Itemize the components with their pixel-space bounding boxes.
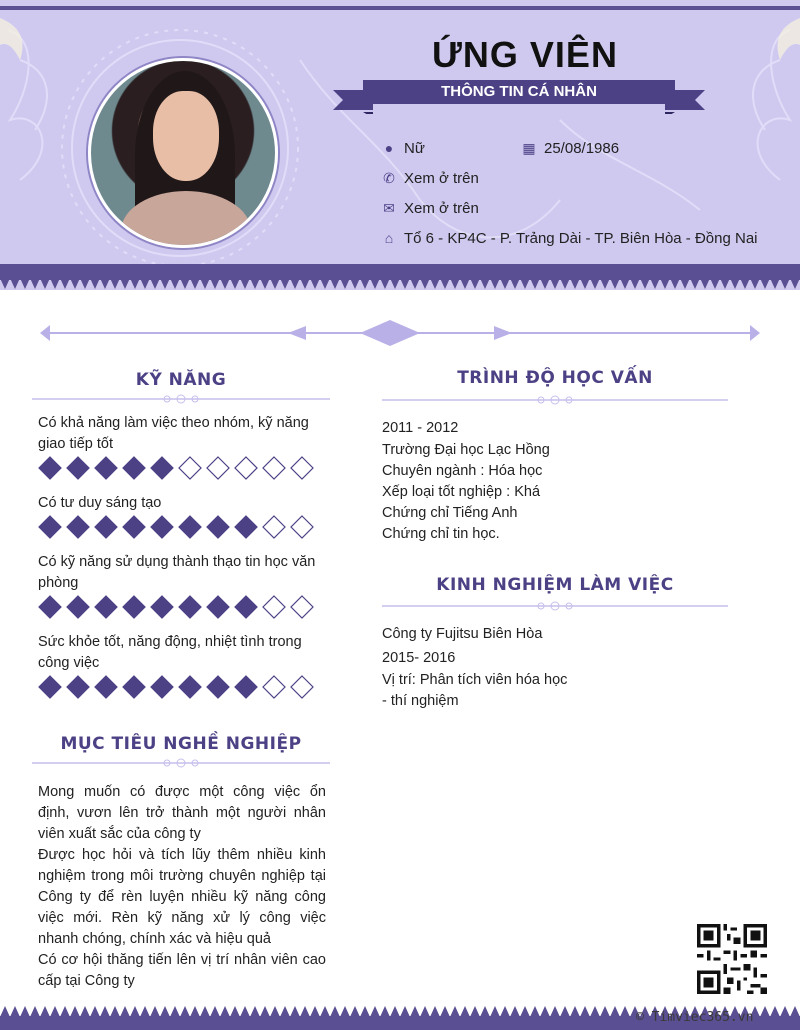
- objective-text: [38, 782, 326, 992]
- skill-2-line1: Có tư duy sáng tạo: [38, 495, 162, 511]
- skill-3-rating: [38, 595, 318, 619]
- rating-diamond-filled: [123, 457, 145, 479]
- phone-icon: ✆: [383, 170, 395, 186]
- objective-line: Công ty để rèn luyện nhiều kỹ năng công: [38, 889, 326, 905]
- education-content: [382, 416, 728, 545]
- objective-line: Mong muốn có được một công việc ổn: [38, 784, 326, 800]
- objective-line: định, vươn lên trở thành một người nhân: [38, 805, 326, 821]
- skill-3-line1: Có kỹ năng sử dụng thành thạo tin học văn: [38, 554, 316, 570]
- rating-diamond-filled: [179, 516, 201, 538]
- rating-diamond-filled: [235, 516, 257, 538]
- objective-title: MỤC TIÊU NGHỀ NGHIỆP: [60, 734, 302, 754]
- skill-3-line2: phòng: [38, 575, 79, 591]
- experience-company: Công ty Fujitsu Biên Hòa: [382, 626, 543, 642]
- experience-position-cont: - thí nghiệm: [382, 693, 459, 709]
- watermark: © Timviec365.vn: [636, 1010, 754, 1025]
- skill-1-line2: giao tiếp tốt: [38, 436, 113, 452]
- rating-diamond-empty: [291, 596, 313, 618]
- education-line: Chứng chỉ Tiếng Anh: [382, 505, 518, 521]
- rating-diamond-filled: [151, 676, 173, 698]
- rating-diamond-filled: [207, 596, 229, 618]
- rating-diamond-empty: [263, 516, 285, 538]
- education-period: 2011 - 2012: [382, 420, 459, 436]
- skill-4-line2: công việc: [38, 655, 100, 671]
- rating-diamond-filled: [123, 596, 145, 618]
- rating-diamond-empty: [263, 457, 285, 479]
- gender-value: Nữ: [404, 140, 425, 157]
- gender-row: [380, 140, 425, 157]
- objective-line: nghiệm trong môi trường chuyên nghiệp tại: [38, 868, 326, 884]
- rating-diamond-filled: [67, 457, 89, 479]
- rating-diamond-filled: [235, 676, 257, 698]
- photo-face: [153, 91, 219, 181]
- rating-diamond-filled: [207, 676, 229, 698]
- objective-line: nhanh chóng, chính xác và hiệu quả: [38, 931, 271, 947]
- objective-line: cấp tại Công ty: [38, 973, 135, 989]
- section-ribbon: [333, 80, 705, 114]
- rating-diamond-filled: [235, 596, 257, 618]
- rating-diamond-filled: [95, 596, 117, 618]
- rating-diamond-filled: [67, 596, 89, 618]
- rating-diamond-filled: [67, 516, 89, 538]
- phone-row: [380, 170, 479, 187]
- rating-diamond-filled: [39, 516, 61, 538]
- education-line: Chứng chỉ tin học.: [382, 526, 500, 542]
- rating-diamond-filled: [151, 457, 173, 479]
- home-icon: ⌂: [384, 230, 394, 246]
- rating-diamond-filled: [151, 516, 173, 538]
- rating-diamond-empty: [291, 516, 313, 538]
- experience-position: Vị trí: Phân tích viên hóa học: [382, 672, 568, 688]
- candidate-photo: [88, 58, 278, 248]
- experience-title: KINH NGHIỆM LÀM VIỆC: [436, 575, 674, 595]
- email-row: [380, 200, 479, 217]
- birthdate-value: 25/08/1986: [544, 140, 620, 157]
- rating-diamond-empty: [263, 596, 285, 618]
- rating-diamond-empty: [291, 457, 313, 479]
- rating-diamond-filled: [151, 596, 173, 618]
- header-zigzag-border: [0, 264, 800, 290]
- rating-diamond-filled: [95, 676, 117, 698]
- rating-diamond-filled: [95, 516, 117, 538]
- mail-icon: ✉: [383, 200, 395, 216]
- user-icon: ●: [384, 140, 394, 156]
- objective-line: Có cơ hội thăng tiến lên vị trí nhân viên cao: [38, 952, 326, 968]
- skills-title-underline: [32, 393, 330, 405]
- experience-content: [382, 622, 728, 712]
- education-line: Xếp loại tốt nghiệp : Khá: [382, 484, 541, 500]
- rating-diamond-filled: [39, 596, 61, 618]
- rating-diamond-filled: [179, 676, 201, 698]
- phone-value: Xem ở trên: [404, 170, 479, 187]
- rating-diamond-filled: [39, 676, 61, 698]
- skills-title: KỸ NĂNG: [135, 370, 227, 390]
- experience-period: 2015- 2016: [382, 650, 456, 666]
- address-value: Tổ 6 - KP4C - P. Trảng Dài - TP. Biên Hòa - Đồng Nai: [404, 230, 758, 247]
- calendar-icon: ▦: [522, 140, 536, 156]
- education-line: Trường Đại học Lạc Hồng: [382, 442, 550, 458]
- objective-line: việc mới. Rèn kỹ năng xử lý công việc: [38, 910, 326, 926]
- education-title-underline: [382, 394, 728, 406]
- skill-1-line1: Có khả năng làm việc theo nhóm, kỹ năng: [38, 415, 309, 431]
- rating-diamond-filled: [95, 457, 117, 479]
- rating-diamond-empty: [263, 676, 285, 698]
- birthdate-row: [520, 140, 619, 157]
- ribbon-label: THÔNG TIN CÁ NHÂN: [363, 80, 675, 104]
- objective-line: viên xuất sắc của công ty: [38, 826, 201, 842]
- rating-diamond-empty: [179, 457, 201, 479]
- objective-title-underline: [32, 757, 330, 769]
- rating-diamond-filled: [123, 676, 145, 698]
- skill-1-rating: [38, 456, 318, 480]
- education-title: TRÌNH ĐỘ HỌC VẤN: [457, 368, 653, 388]
- rating-diamond-filled: [207, 516, 229, 538]
- rating-diamond-empty: [207, 457, 229, 479]
- rating-diamond-filled: [39, 457, 61, 479]
- skill-4-line1: Sức khỏe tốt, năng động, nhiệt tình trong: [38, 634, 302, 650]
- experience-title-underline: [382, 600, 728, 612]
- address-row: [380, 230, 758, 247]
- main-divider: [38, 320, 762, 346]
- education-line: Chuyên ngành : Hóa học: [382, 463, 543, 479]
- skill-4-rating: [38, 675, 318, 699]
- skill-2-rating: [38, 515, 318, 539]
- rating-diamond-filled: [179, 596, 201, 618]
- qr-code: [697, 924, 767, 994]
- objective-line: Được học hỏi và tích lũy thêm nhiều kinh: [38, 847, 326, 863]
- email-value: Xem ở trên: [404, 200, 479, 217]
- rating-diamond-empty: [235, 457, 257, 479]
- page-title: ỨNG VIÊN: [432, 34, 618, 75]
- rating-diamond-filled: [67, 676, 89, 698]
- rating-diamond-filled: [123, 516, 145, 538]
- rating-diamond-empty: [291, 676, 313, 698]
